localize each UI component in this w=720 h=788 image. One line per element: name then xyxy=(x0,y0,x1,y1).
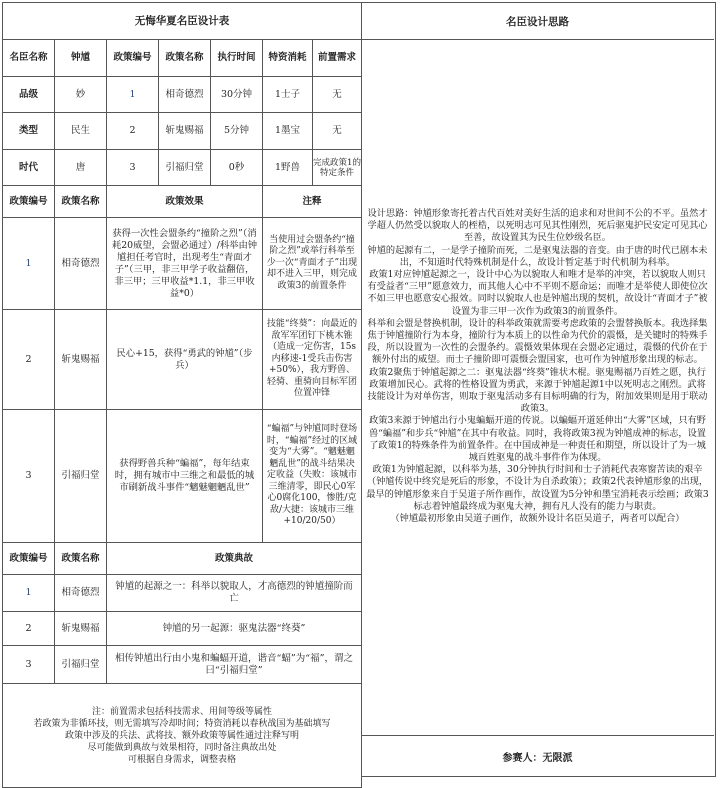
footnote-line: 尽可能做到典故与效果相符，同时备注典故出处 xyxy=(87,742,277,753)
policy-number: 2 xyxy=(107,113,159,150)
effect-note: 技能“终葵”：向最近的敌军军团钉下桃木锥（造成一定伤害，15s内移速-1受兵击伤害+50%），我方野兽、轻骑、重骑向目标军团位置冲锋 xyxy=(263,310,362,410)
effects-header-0: 政策编号 xyxy=(3,186,55,218)
allusion-name: 引福归堂 xyxy=(55,646,107,684)
footnote-line: 政策中涉及的兵法、武将技、额外政策等属性通过注释写明 xyxy=(65,730,300,741)
effect-name: 斩鬼赐福 xyxy=(55,310,107,410)
allusions-header-1: 政策名称 xyxy=(55,543,107,575)
basic-row-value: 唐 xyxy=(55,150,107,186)
basic-row xyxy=(3,150,362,186)
policy-cost: 1墨宝 xyxy=(263,113,313,150)
design-paragraph: 科举和会盟是替换机制，设计的科举政策就需要考虑政策的会盟替换版本。我选择集焦于钟馗撞阶行为本身，撞阶行为本质上的以性命为代价的震慑，是关键时的特殊手段，所以设置为一次性的会盟条约。震慑效果体现在会盟必定通过，震慑的代价在于额外付出的威望。而士子撞阶即可震慑会盟国家，也可作为钟馗形象出现的标志。 xyxy=(367,317,708,366)
effects-header-1: 政策名称 xyxy=(55,186,107,218)
effect-name: 引福归堂 xyxy=(55,410,107,543)
design-paragraph: 政策1对应钟馗起源之一，设计中心为以貌取人和唯才是举的冲突，若以貌取人则只有受益者“三甲”愿意效力，而其他人心中不平则不愿命运；而唯才是举使人即使位次不如三甲也愿意安心报效。同时以貌取人也是钟馗出现的契机，故设计“青面才子”被设置为非三甲一次作为政策3的前置条件。 xyxy=(367,269,708,317)
allusions-header-0: 政策编号 xyxy=(3,543,55,575)
basic-row-label: 品级 xyxy=(3,77,55,113)
policy-number: 1 xyxy=(107,77,159,113)
basic-row-value: 民生 xyxy=(55,113,107,150)
policy-name: 引福归堂 xyxy=(159,150,211,186)
effect-number: 3 xyxy=(3,410,55,543)
effect-name: 相奇德烈 xyxy=(55,218,107,310)
basic-header-0: 名臣名称 xyxy=(3,40,55,77)
participant: 参赛人：无限派 xyxy=(361,735,714,776)
right-title: 名臣设计思路 xyxy=(361,3,714,40)
effect-row xyxy=(3,410,362,543)
basic-header-5: 特资消耗 xyxy=(263,40,313,77)
basic-header-2: 政策编号 xyxy=(107,40,159,77)
effect-number: 2 xyxy=(3,310,55,410)
footnote xyxy=(3,684,362,788)
policy-cost: 1士子 xyxy=(263,77,313,113)
policy-name: 斩鬼赐福 xyxy=(159,113,211,150)
left-table xyxy=(2,2,362,788)
allusion-number: 1 xyxy=(3,575,55,612)
basic-row xyxy=(3,77,362,113)
policy-cost: 1野兽 xyxy=(263,150,313,186)
basic-header-4: 执行时间 xyxy=(211,40,263,77)
basic-header-1: 钟馗 xyxy=(55,40,107,77)
design-paragraph: 政策1为钟馗起源，以科举为基，30分钟执行时间和士子消耗代表寒窗苦读的艰辛（钟馗传说中终究是死后的形象，不设计为自杀政策）；政策2代表钟馗形象的出现，最早的钟馗形象来自于吴道子所作画作，故设置为5分钟和墨宝消耗表示绘画；政策3标志着钟馗最终成为驱鬼大神，拥有凡人没有的能力与职责。 xyxy=(366,464,709,512)
effect-note: 当使用过会盟条约“撞阶之烈”或举行科举至少一次“青面才子”出现却不进入三甲，则完成政策3的前置条件 xyxy=(263,218,362,310)
effect-text: 获得野兽兵种“蝙福”，每年结束时，拥有城市中三维之和最低的城市刷新战斗事件“魑魅魍魉乱世” xyxy=(107,410,263,543)
effect-number: 1 xyxy=(3,218,55,310)
basic-row xyxy=(3,113,362,150)
allusion-row xyxy=(3,575,362,612)
footnote-line: 若政策为非循环技，则无需填写冷却时间；特资消耗以春秋战国为基础填写 xyxy=(33,718,331,729)
policy-time: 5分钟 xyxy=(211,113,263,150)
policy-name: 相奇德烈 xyxy=(159,77,211,113)
effects-header-3: 注释 xyxy=(263,186,362,218)
design-text xyxy=(365,208,710,525)
allusion-number: 3 xyxy=(3,646,55,684)
allusion-row xyxy=(3,646,362,684)
allusion-name: 斩鬼赐福 xyxy=(55,612,107,646)
allusions-header-2: 政策典故 xyxy=(107,543,362,575)
policy-req: 完成政策1的特定条件 xyxy=(313,150,362,186)
policy-req: 无 xyxy=(313,77,362,113)
effect-row xyxy=(3,310,362,410)
policy-req: 无 xyxy=(313,113,362,150)
left-title: 无悔华夏名臣设计表 xyxy=(3,3,362,40)
effects-header-2: 政策效果 xyxy=(107,186,263,218)
allusion-text: 钟馗的起源之一：科举以貌取人，才高德烈的钟馗撞阶而亡 xyxy=(107,575,362,612)
design-paragraph: 政策3来源于钟馗出行小鬼蝙蝠开道的传说。以蝙蝠开道延伸出“大雾”区域，只有野兽“蝙福”和步兵“钟馗”在其中有收益。同时，我将政策3视为钟馗成神的标志，设置了政策1的特殊条件为前置条件。在中国成神是一种责任和期望，所以设计了为一城城百姓驱鬼的战斗事件作为体现。 xyxy=(368,415,706,464)
basic-row-label: 类型 xyxy=(3,113,55,150)
design-paragraph: 政策2聚焦于钟馗起源之二：驱鬼法器“终葵”锥状木棍。驱鬼赐福乃百姓之愿，执行政策增加民心。武将的性格设置为勇武，来源于钟馗起源1中以死明志之刚烈。武将技能设计为对单伤害，则取于驱鬼活动多有目标明确的行为，附加效果则是用于联动政策3。 xyxy=(367,366,708,415)
allusion-text: 相传钟馗出行由小鬼和蝙蝠开道，谐音“蝠”为“福”，谓之曰“引福归堂” xyxy=(107,646,362,684)
effect-text: 获得一次性会盟条约“撞阶之烈”（消耗20威望，会盟必通过）/科举由钟馗担任考官时，出现考生“青面才子”（三甲，非三甲学子收益翻倍，非三甲；三甲收益*1.1，非三甲收益*0） xyxy=(107,218,263,310)
effect-note: “蝙福”与钟馗同时登场时，“蝙福”经过的区域变为“大雾”。“魑魅魍魉乱世”的战斗结果决定收益（失败：该城市三维清零，即民心0军心0腐化100，惨胜/克敌/大捷：该城市三维+10/20/50） xyxy=(263,410,362,543)
design-paragraph: 钟馗的起源有二，一是学子撞阶而死，二是驱鬼法器的音变。由于唐的时代已剧本未出，不知道时代特殊机制是什么，故设计暂定基于时代机制为科举。 xyxy=(367,244,708,268)
design-paragraph: （钟馗最初形象由吴道子画作，故额外设计名臣吴道子，两者可以配合） xyxy=(390,513,685,525)
allusion-text: 钟馗的另一起源：驱鬼法器“终葵” xyxy=(107,612,362,646)
basic-row-value: 妙 xyxy=(55,77,107,113)
allusion-row xyxy=(3,612,362,646)
policy-time: 0秒 xyxy=(211,150,263,186)
design-paragraph: 设计思路：钟馗形象寄托着古代百姓对美好生活的追求和对世间不公的不平。虽然才学超人仍然受以貌取人的桎梏，以死明志可见其性刚烈，死后驱鬼护民安定可见其心至善，故设置其为民生位妙级名臣。 xyxy=(367,208,708,244)
effect-row xyxy=(3,218,362,310)
allusion-number: 2 xyxy=(3,612,55,646)
basic-row-label: 时代 xyxy=(3,150,55,186)
allusion-name: 相奇德烈 xyxy=(55,575,107,612)
basic-header-6: 前置需求 xyxy=(313,40,362,77)
basic-header-3: 政策名称 xyxy=(159,40,211,77)
effect-text: 民心+15，获得“勇武的钟馗”（步兵） xyxy=(107,310,263,410)
footnote-line: 可根据自身需求，调整表格 xyxy=(128,754,237,765)
policy-time: 30分钟 xyxy=(211,77,263,113)
footnote-line: 注：前置需求包括科技需求、用间等级等属性 xyxy=(92,706,273,717)
policy-number: 3 xyxy=(107,150,159,186)
design-panel xyxy=(361,2,716,777)
